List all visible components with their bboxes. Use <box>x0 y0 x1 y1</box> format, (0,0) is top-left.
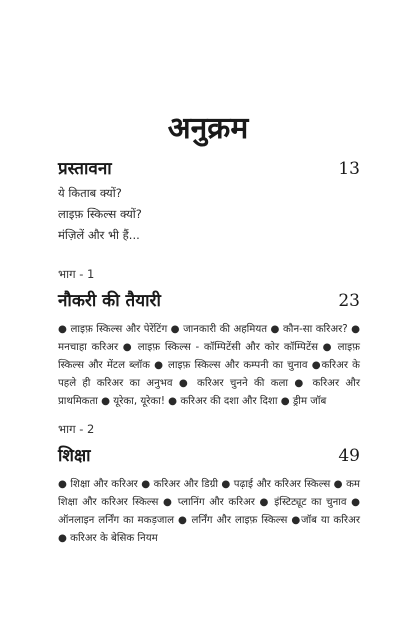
preface-page-number: 13 <box>338 159 360 179</box>
part-1-topics: ● लाइफ़ स्किल्स और पेरेंटिंग ● जानकारी की अहमियत ● कौन-सा करिअर? ● मनचाहा करिअर ● लाइफ़ स्किल्स - कॉम्पिटेंसी और कोर कॉम्पिटेंस ● लाइफ़ स्किल्स और मेंटल ब्लॉक ● लाइफ़ स्किल्स और कम्पनी का चुनाव ●करिअर के पहले ही करिअर का अनुभव ● करिअर चुनने की कला ● करिअर और प्राथमिकता ● यूरेका, यूरेका! ● करिअर की दशा और दिशा ● ड्रीम जॉब <box>58 324 360 407</box>
preface-section <box>58 156 360 246</box>
part-2-label: भाग - 2 <box>58 422 95 436</box>
preface-subitem: लाइफ़ स्किल्स क्यों? <box>58 207 142 221</box>
part-2-entry <box>58 443 360 466</box>
part-1-title: नौकरी की तैयारी <box>58 291 161 311</box>
part-1-page-number: 23 <box>338 291 360 311</box>
preface-subitem: मंज़िलें और भी हैं... <box>58 228 140 242</box>
part-2-section <box>58 422 360 548</box>
part-2-title: शिक्षा <box>58 446 91 466</box>
page-title: अनुक्रम <box>167 111 249 146</box>
part-2-topics: ● शिक्षा और करिअर ● करिअर और डिग्री ● पढ़ाई और करिअर स्किल्स ● कम शिक्षा और करिअर स्किल्स ● प्लानिंग और करिअर ● इंस्टिट्यूट का चुनाव ● ऑनलाइन लर्निंग का मकड़जाल ● लर्निंग और लाइफ़ स्किल्स ●जॉब या करिअर ● करिअर के बेसिक नियम <box>58 479 360 544</box>
preface-entry <box>58 156 360 179</box>
part-2-page-number: 49 <box>338 446 360 466</box>
preface-subitem: ये किताब क्यों? <box>58 186 122 200</box>
part-1-label: भाग - 1 <box>58 267 95 281</box>
part-1-entry <box>58 288 360 311</box>
preface-subitems <box>58 183 360 246</box>
part-1-section <box>58 267 360 411</box>
preface-title: प्रस्तावना <box>58 159 112 179</box>
